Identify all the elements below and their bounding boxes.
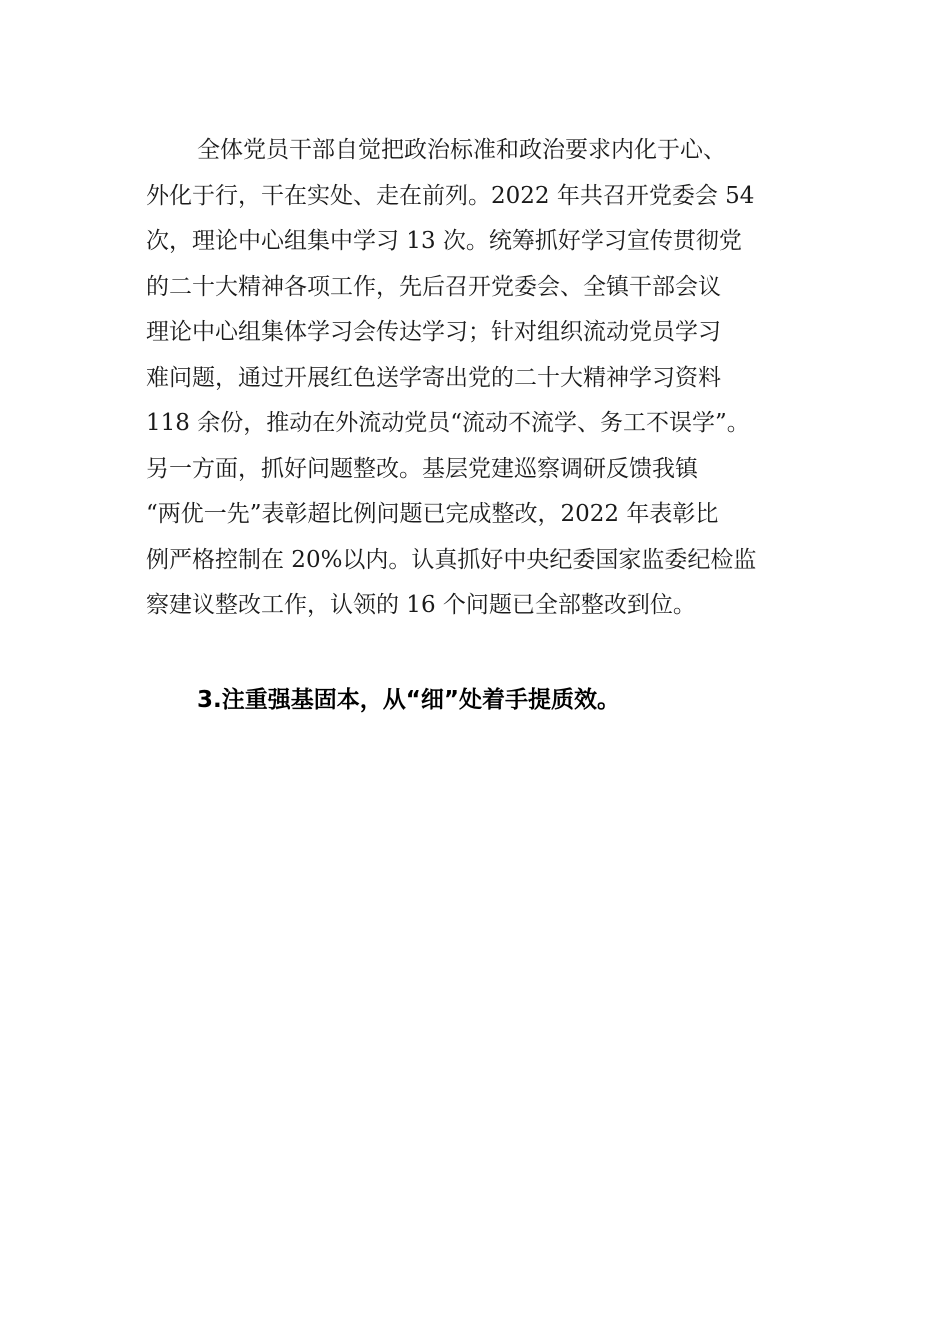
paragraph-line: 察建议整改工作，认领的 16 个问题已全部整改到位。 xyxy=(146,592,696,618)
paragraph-line: “两优一先”表彰超比例问题已完成整改，2022 年表彰比 xyxy=(146,501,719,527)
paragraph-line: 外化于行，干在实处、走在前列。2022 年共召开党委会 54 xyxy=(146,182,755,209)
paragraph-line: 118 余份，推动在外流动党员“流动不流学、务工不误学”。 xyxy=(146,410,750,436)
paragraph-line: 例严格控制在 20%以内。认真抓好中央纪委国家监委纪检监 xyxy=(146,546,757,573)
paragraph-line: 次，理论中心组集中学习 13 次。统筹抓好学习宣传贯彻党 xyxy=(146,228,742,254)
paragraph-line: 难问题，通过开展红色送学寄出党的二十大精神学习资料 xyxy=(146,364,721,391)
body-paragraph xyxy=(146,128,826,629)
paragraph-line: 另一方面，抓好问题整改。基层党建巡察调研反馈我镇 xyxy=(146,455,698,482)
section-heading: 3.注重强基固本，从“细”处着手提质效。 xyxy=(197,687,620,713)
paragraph-line: 理论中心组集体学习会传达学习；针对组织流动党员学习 xyxy=(146,319,721,345)
paragraph-line: 全体党员干部自觉把政治标准和政治要求内化于心、 xyxy=(197,137,726,163)
paragraph-line: 的二十大精神各项工作，先后召开党委会、全镇干部会议 xyxy=(146,273,721,300)
